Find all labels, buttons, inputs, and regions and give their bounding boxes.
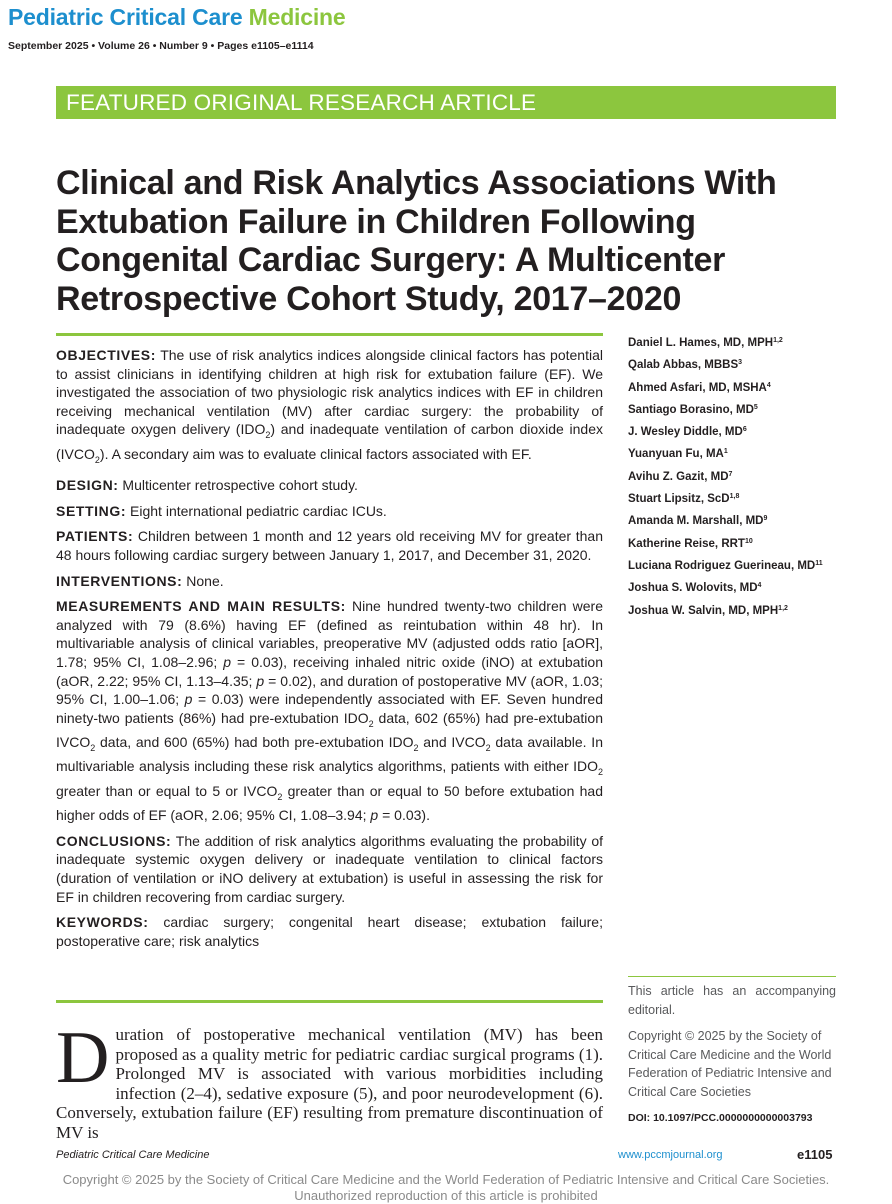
author-item: Santiago Borasino, $MD^5$ — [628, 403, 758, 416]
author-item: Ahmed Asfari, MD, MSHA$^4$ — [628, 381, 771, 394]
author-item: Katherine Reise, RRT$^{10}$ — [628, 537, 753, 550]
journal-title — [8, 4, 345, 31]
author-item: Avihu Z. Gazit, $MD^7$ — [628, 470, 733, 483]
copyright-note: Copyright © 2025 by the Society of Critical Care Medicine and the World Federation of Pediatric Intensive and Critical Care Societies — [628, 1029, 832, 1099]
author-item: J. Wesley Diddle, $MD^6$ — [628, 426, 747, 439]
footer-journal: Pediatric Critical Care Medicine — [56, 1149, 210, 1161]
copyright-notice — [0, 1172, 892, 1204]
author-list — [628, 332, 868, 622]
interventions-label: INTERVENTIONS: — [56, 572, 183, 589]
design-label: DESIGN: — [56, 477, 119, 494]
abstract-keywords: KEYWORDS: cardiac surgery; congenital heart disease; extubation failure; postoperative care; risk analytics — [56, 914, 603, 949]
abstract-design: DESIGN: Multicenter retrospective cohort study. — [56, 477, 358, 494]
body-paragraph: uration of postoperative mechanical ventilation (MV) has been proposed as a quality metric for pediatric cardiac surgical programs (1). Prolonged MV is associated with various morbidities including infection (2–4), sedative exposure (5), and poor neurodevelopment (6). Conversely, extubation failure (EF) resulting from premature discontinuation of MV is — [56, 1025, 603, 1142]
abstract-bottom-rule — [56, 1000, 603, 1003]
abstract-objectives: OBJECTIVES: The use of risk analytics indices alongside clinical factors has potential to assist clinicians in identifying children at high risk for extubation failure (EF). We investigated the association of two physiologic risk analytics indices with EF in children receiving mechanical ventilation (MV) after cardiac surgery: the probability of inadequate oxygen delivery $(IDO_2)$ and inadequate ventilation of carbon dioxide index $(IVCO_2)$. A secondary aim was to evaluate clinical factors associated with EF. — [56, 347, 603, 465]
body-text — [56, 1017, 603, 1143]
page-number: e1105 — [797, 1147, 833, 1162]
issue-line: September 2025 • Volume 26 • Number 9 • Pages e1105–e1114 — [8, 40, 314, 52]
author-item: Yuanyuan Fu, $MA^1$ — [628, 448, 728, 461]
objectives-label: OBJECTIVES: — [56, 347, 156, 363]
setting-label: SETTING: — [56, 502, 127, 519]
patients-label: PATIENTS: — [56, 528, 134, 545]
author-item: Stuart Lipsitz, ScD$^{1,8}$ — [628, 493, 740, 506]
abstract-interventions: INTERVENTIONS: None. — [56, 572, 224, 589]
author-item: Luciana Rodriguez Guerineau, MD$^{11}$ — [628, 559, 823, 572]
abstract-results: MEASUREMENTS AND MAIN RESULTS: Nine hundred twenty-two children were analyzed with 79 (8.6%) having EF (defined as reintubation within 48 hr). In multivariable analysis of clinical variables, preoperative MV (adjusted odds ratio [aOR], 1.78; 95% CI, 1.08–2.96; p = 0.03), receiving inhaled nitric oxide (iNO) at extubation (aOR, 2.22; 95% CI, 1.13–4.35; p = 0.02), and duration of postoperative MV (aOR, 1.03; 95% CI, 1.00–1.06; p = 0.03) were independently associated with EF. Seven hundred ninety-two patients (86%) had pre-extubation $IDO_2$ data, 602 (65%) had pre-extubation $IVCO_2$ data, and 600 (65%) had both pre-extubation $IDO_2$ and $IVCO_2$ data available. In multivariable analysis including these risk analytics algorithms, patients with either $IDO_2$ greater than or equal to 5 or $IVCO_2$ greater than or equal to 50 before extubation had higher odds of EF (aOR, 2.06; 95% CI, 1.08–3.94; p = 0.03). — [56, 598, 604, 824]
author-item: Qalab Abbas, MBBS$^3$ — [628, 359, 743, 372]
doi[interactable]: DOI: 10.1097/PCC.0000000000003793 — [628, 1112, 813, 1124]
author-item: Daniel L. Hames, MD, MPH$^{1,2}$ — [628, 337, 783, 349]
author-item: Amanda M. Marshall, $MD^9$ — [628, 515, 768, 528]
abstract-patients: PATIENTS: Children between 1 month and 12 years old receiving MV for greater than 48 hours following cardiac surgery between January 1, 2017, and December 31, 2020. — [56, 528, 603, 563]
article-type-banner — [56, 86, 836, 119]
abstract-conclusions: CONCLUSIONS: The addition of risk analytics algorithms evaluating the probability of inadequate systemic oxygen delivery or inadequate ventilation to clinical factors (duration of ventilation or iNO delivery at extubation) is useful in assessing the risk for EF in children recovering from cardiac surgery. — [56, 832, 603, 905]
copyright-notice-line1: Copyright © 2025 by the Society of Critical Care Medicine and the World Federation of Pediatric Intensive and Critical Care Societies. — [62, 1172, 830, 1187]
copyright-notice-line2: Unauthorized reproduction of this article is prohibited — [294, 1188, 598, 1203]
article-type-label: FEATURED ORIGINAL RESEARCH ARTICLE — [66, 90, 537, 115]
abstract-top-rule — [56, 333, 603, 336]
conclusions-label: CONCLUSIONS: — [56, 832, 172, 849]
author-item: Joshua S. Wolovits, $MD^4$ — [628, 582, 762, 595]
results-label: MEASUREMENTS AND MAIN RESULTS: — [56, 598, 346, 615]
journal-title-part1: Pediatric Critical Care — [8, 4, 249, 30]
drop-cap: D — [56, 1017, 110, 1099]
keywords-label: KEYWORDS: — [56, 914, 149, 931]
article-title: Clinical and Risk Analytics Associations With Extubation Failure in Children Following Congenital Cardiac Surgery: A Multicenter Retrospective Cohort Study, 2017–2020 — [56, 164, 777, 318]
side-rule — [628, 976, 836, 977]
footer-url-link[interactable]: www.pccmjournal.org — [618, 1149, 723, 1161]
abstract — [56, 346, 603, 957]
abstract-setting: SETTING: Eight international pediatric cardiac ICUs. — [56, 502, 387, 519]
author-item: Joshua W. Salvin, MD, MPH$^{1,2}$ — [628, 604, 788, 617]
journal-title-part2: Medicine — [248, 4, 346, 30]
editorial-note: This article has an accompanying editorial. — [628, 984, 836, 1017]
